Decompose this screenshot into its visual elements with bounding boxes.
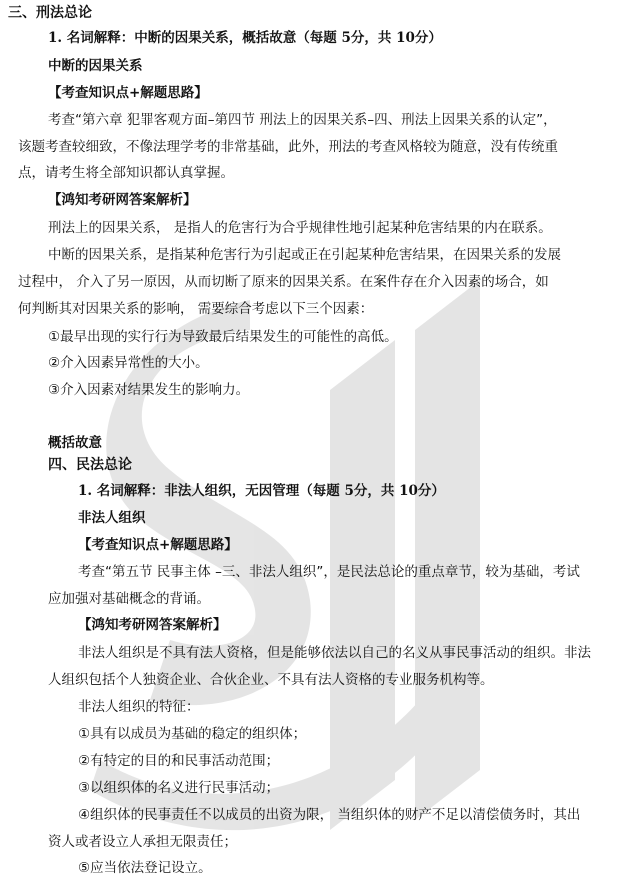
paragraph-line: 该题考查较细致，不像法理学考的非常基础，此外，刑法的考查风格较为随意，没有传统重 (18, 139, 558, 155)
paragraph-line: 中断的因果关系，是指某种危害行为引起或正在引起某种危害结果，在因果关系的发展 (48, 247, 561, 263)
feature-item: ④组织体的民事责任不以成员的出资为限， 当组织体的财产不足以清偿债务时，其出 (78, 807, 581, 823)
section3-question-title: 1. 名词解释：中断的因果关系，概括故意（每题 5分，共 10分） (48, 30, 442, 46)
paragraph-line: 何判断其对因果关系的影响， 需要综合考虑以下三个因素： (18, 301, 374, 317)
term-title-interrupted-causation: 中断的因果关系 (48, 58, 143, 74)
feature-item: ①具有以成员为基础的稳定的组织体； (78, 726, 307, 742)
factor-item: ①最早出现的实行行为导致最后结果发生的可能性的高低。 (48, 329, 398, 345)
factor-item: ②介入因素异常性的大小。 (48, 355, 209, 371)
paragraph-line: 考查“第六章 犯罪客观方面–第四节 刑法上的因果关系–四、刑法上因果关系的认定”， (48, 112, 557, 128)
paragraph-line: 刑法上的因果关系， 是指人的危害行为合乎规律性地引起某种危害结果的内在联系。 (48, 220, 552, 236)
paragraph-line: 人组织包括个人独资企业、合伙企业、不具有法人资格的专业服务机构等。 (48, 672, 494, 688)
section3-heading: 三、刑法总论 (8, 5, 92, 21)
feature-item: ③以组织体的名义进行民事活动； (78, 780, 280, 796)
answer-label: 【鸿知考研网答案解析】 (78, 617, 227, 633)
factor-item: ③介入因素对结果发生的影响力。 (48, 382, 250, 398)
section4-question-title: 1. 名词解释：非法人组织，无因管理（每题 5分，共 10分） (78, 483, 445, 499)
paragraph-line: 非法人组织的特征： (78, 699, 200, 715)
paragraph-line: 考查“第五节 民事主体 –三、非法人组织”，是民法总论的重点章节，较为基础，考试 (78, 564, 580, 580)
paragraph-line: 过程中， 介入了另一原因，从而切断了原来的因果关系。在案件存在介入因素的场合，如 (18, 274, 549, 290)
paragraph-line: 应加强对基础概念的背诵。 (48, 591, 210, 607)
feature-item: 资人或者设立人承担无限责任； (48, 834, 237, 850)
paragraph-line: 点，请考生将全部知识都认真掌握。 (18, 165, 234, 181)
knowledge-label: 【考查知识点+解题思路】 (48, 85, 208, 101)
paragraph-line: 非法人组织是不具有法人资格，但是能够依法以自己的名义从事民事活动的组织。非法 (78, 645, 591, 661)
answer-label: 【鸿知考研网答案解析】 (48, 192, 197, 208)
feature-item: ⑤应当依法登记设立。 (78, 860, 212, 876)
feature-item: ②有特定的目的和民事活动范围； (78, 753, 280, 769)
term-title-general-intent: 概括故意 (48, 435, 102, 451)
section4-heading: 四、民法总论 (48, 457, 132, 473)
knowledge-label: 【考查知识点+解题思路】 (78, 537, 238, 553)
term-title-unincorporated-org: 非法人组织 (78, 510, 146, 526)
